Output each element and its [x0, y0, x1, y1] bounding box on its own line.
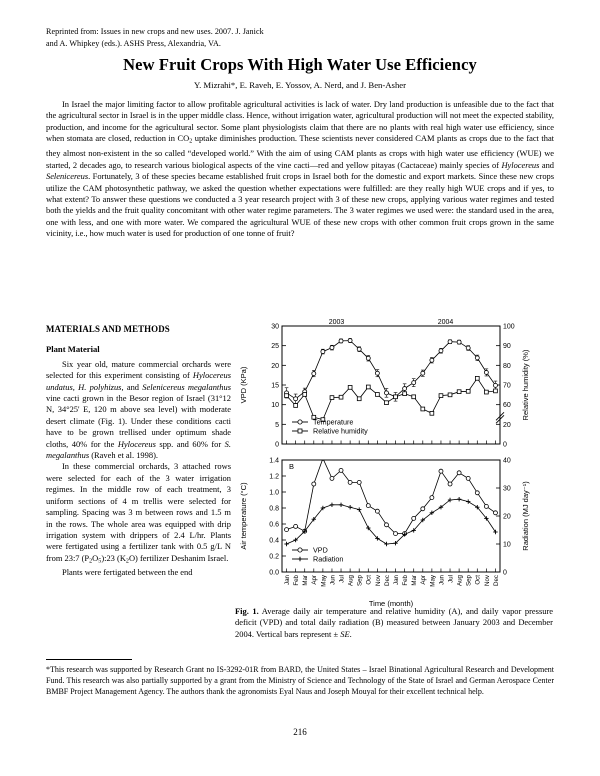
y2-tick-label: 60 — [503, 402, 511, 410]
marker-circle — [403, 387, 407, 391]
footnote-text: *This research was supported by Research Grant no IS-3292-01R from BARD, the United States – Israel Binational Agricultural Research and Development Fund. This research was also partially supported by a grant from the Ministry of Science and Technology of the State of Israel and German Aerospace Center BMBF Project Management Agency. The authors thank the agronomists Eyal Naus and Joseph Mouyal for their excellent technical help. — [46, 665, 554, 697]
legend-label: VPD — [313, 545, 328, 555]
marker-square — [294, 404, 298, 408]
marker-circle — [366, 356, 370, 360]
legend-label: Relative humidity — [313, 426, 368, 436]
marker-circle — [484, 370, 488, 374]
marker-square — [330, 396, 334, 400]
reprint-line-2: and A. Whipkey (eds.). ASHS Press, Alexandria, VA. — [46, 38, 221, 48]
marker-circle — [484, 504, 488, 508]
year-label: 2004 — [437, 319, 454, 326]
y-tick-label: 0.4 — [269, 537, 279, 545]
marker-circle — [493, 511, 497, 515]
marker-square — [475, 376, 479, 380]
figure-1-plot — [232, 318, 554, 608]
marker-square — [430, 411, 434, 415]
series-group — [285, 339, 498, 422]
x-tick-label: Oct — [365, 575, 373, 585]
marker-circle — [421, 507, 425, 511]
x-tick-label: Oct — [474, 575, 482, 585]
pm-text-f: (Raveh et al. 1998). — [89, 450, 159, 461]
marker-circle — [457, 340, 461, 344]
pm2-text-b: O — [92, 552, 99, 563]
marker-square — [357, 397, 361, 401]
figure-1-caption — [235, 606, 553, 640]
abstract-text-a: In Israel the major limiting factor to allow profitable agricultural activities is lack of water. Dry land production is unfeasible due to the fact that the agricultural sector in Israel is in the upper middle class. Hence, without irrigation water, agricultural production will not meet the expected stability, production, and income for the agricultural sector. Some plant physiologists claim that there are no plants with real high water use efficiency, since when stomata are closed, reduction in CO — [46, 99, 554, 144]
series-group — [284, 456, 497, 546]
x-tick-label: Jan — [392, 575, 400, 585]
plant-material-paragraph-1 — [46, 359, 231, 462]
marker-circle — [430, 496, 434, 500]
marker-circle — [430, 358, 434, 362]
marker-circle — [412, 516, 416, 520]
marker-square — [348, 385, 352, 389]
abstract-text-b: uptake diminishes production. These scientists never considered CAM plants as crops due to the fact that they almost non-existent in the so called “developed world.” With the aim of using CAM plants as crops with high water use efficiency (WUE) we started, 2 decades ago, to research various biological aspects of the vine cacti—red and yellow pitayas (Cactaceae) mainly species of — [46, 133, 554, 170]
reprint-line-1: Reprinted from: Issues in new crops and new uses. 2007. J. Janick — [46, 27, 264, 36]
marker-circle — [339, 468, 343, 472]
marker-square — [339, 395, 343, 399]
reprint-notice — [46, 26, 546, 49]
marker-circle — [466, 476, 470, 480]
marker-circle — [384, 391, 388, 395]
x-tick-label: Jan — [283, 575, 291, 585]
series-line-temperature — [287, 341, 496, 399]
y-tick-label: 30 — [271, 323, 279, 331]
x-axis-label: Time (month) — [368, 599, 414, 608]
y-tick-label: 1.0 — [269, 489, 279, 497]
pm2-sub-2: 5 — [98, 558, 102, 565]
y2-tick-label: 10 — [503, 541, 511, 549]
marker-circle — [348, 339, 352, 343]
footnote-block — [46, 664, 554, 697]
y-tick-label: 0 — [275, 441, 279, 449]
y2-tick-label: 20 — [503, 513, 511, 521]
heading-plant-material: Plant Material — [46, 344, 100, 355]
marker-circle — [357, 480, 361, 484]
y2-tick-label: 100 — [503, 323, 515, 331]
marker-circle — [421, 371, 425, 375]
x-tick-label: Sep — [356, 575, 364, 587]
plant-material-paragraph-3: Plants were fertigated between the end — [62, 567, 193, 578]
pm-text-d: vine cacti grown in the Besor region of Israel (31°12 N, 34°25' E, 120 m above sea level) with moderate desert climate (Fig. 1). Under these conditions cacti have to be grown trellised under optimum shade cloths, 40% for the — [46, 393, 231, 449]
series-line-vpd — [287, 458, 496, 533]
marker-circle — [466, 346, 470, 350]
abstract-genus-selenicereus: Selenicereus — [46, 171, 89, 182]
marker-square — [403, 392, 407, 396]
y-axis-label: VPD (KPa) — [239, 366, 248, 404]
y-tick-label: 15 — [271, 382, 279, 390]
y2-tick-label: 0 — [503, 441, 507, 449]
x-tick-label: Jun — [438, 575, 446, 585]
marker-circle — [493, 383, 497, 387]
x-tick-label: Aug — [347, 575, 355, 587]
abstract-subscript-2: 2 — [189, 138, 193, 145]
x-tick-label: Mar — [302, 575, 310, 586]
y-tick-label: 0.0 — [269, 569, 279, 577]
y-tick-label: 0.2 — [269, 553, 279, 561]
marker-square — [448, 393, 452, 397]
y-tick-label: 0.8 — [269, 505, 279, 513]
y2-tick-label: 70 — [503, 382, 511, 390]
marker-square — [285, 394, 289, 398]
y2-tick-label: 0 — [503, 569, 507, 577]
y2-tick-label: 40 — [503, 457, 511, 465]
caption-label: Fig. 1. — [235, 606, 259, 616]
marker-square — [484, 390, 488, 394]
y-tick-label: 5 — [275, 421, 279, 429]
x-tick-label: May — [429, 575, 437, 587]
y-tick-label: 1.2 — [269, 473, 279, 481]
x-tick-label: Apr — [420, 575, 428, 585]
chart-panel-a — [239, 319, 530, 449]
marker-circle — [375, 371, 379, 375]
x-tick-label: Feb — [402, 575, 410, 586]
left-column — [46, 324, 231, 579]
pm2-sub-1: 2 — [89, 558, 93, 565]
x-tick-label: May — [320, 575, 328, 587]
y-tick-label: 10 — [271, 402, 279, 410]
species-h-polyhizus: H. polyhizus — [78, 381, 122, 392]
marker-square — [439, 394, 443, 398]
y-tick-label: 25 — [271, 343, 279, 351]
y-tick-label: 20 — [271, 362, 279, 370]
pm-text-c: , and — [121, 381, 143, 392]
marker-square — [466, 389, 470, 393]
species-s-megalanthus: S. megalanthus — [46, 438, 231, 461]
marker-circle — [294, 397, 298, 401]
chart-panel-b — [239, 456, 530, 608]
marker-circle — [366, 504, 370, 508]
pm2-text-c: ):23 (K — [101, 552, 126, 563]
marker-square — [366, 385, 370, 389]
abstract-text-c: and — [539, 159, 554, 170]
x-tick-label: Sep — [465, 575, 473, 587]
abstract-text-d: . Fortunately, 3 of these species became established fruit crops in Israel both for the domestic and export markets. Since these new crops utilize the CAM photosynthetic pathway, we asked the question whether expectations were fulfilled: are they really high WUE crops and if yes, to what extent? To answer these questions we conducted a 3 year research project with 3 of these new crops, applying various water regimes and tested both the yields and the fruit quality concomitant with other water regime parameters. The 3 water regimes we used were: the standard used in the area, one with less, and one with more water. We compared the agricultural WUE of these new crops with other common fruit crops grown in the same vicinity, i.e., how much water is used for production of one tonne of fruit? — [46, 171, 554, 239]
panel-label: B — [289, 462, 295, 471]
series-line-radiation — [287, 499, 496, 544]
marker-circle — [339, 339, 343, 343]
pm2-text-a: In these commercial orchards, 3 attached rows were selected for each of the 3 water irrigation regimes. In the middle row of each treatment, 3 uniform sections of 4 m trellis were selected for sampling. Spacing was 3 m between rows and 1.5 m in the rows. The whole area was equipped with drip irrigation system with drippers of 2.4 L/hr. Plants were fertigated using a fertilizer tank with 0.5 g/L N from 23:7 (P — [46, 461, 231, 563]
pm-text-b: , — [72, 381, 79, 392]
legend-marker-circle — [298, 548, 302, 552]
figure-1 — [232, 318, 554, 608]
marker-circle — [475, 356, 479, 360]
marker-circle — [312, 482, 316, 486]
marker-square — [412, 395, 416, 399]
marker-square — [494, 389, 498, 393]
plant-material-paragraph-2 — [46, 461, 231, 567]
pm2-text-d: O) fertilizer Deshanim Israel. — [128, 552, 229, 563]
marker-square — [457, 390, 461, 394]
marker-circle — [448, 340, 452, 344]
marker-square — [421, 407, 425, 411]
marker-square — [385, 401, 389, 405]
series-line-relative-humidity — [287, 378, 496, 419]
marker-circle — [384, 523, 388, 527]
marker-circle — [457, 471, 461, 475]
marker-circle — [330, 476, 334, 480]
marker-square — [375, 393, 379, 397]
author-list: Y. Mizrahi*, E. Raveh, E. Yossov, A. Nerd, and J. Ben-Asher — [193, 80, 407, 90]
x-tick-label: Jul — [447, 575, 455, 583]
caption-end: . — [349, 628, 352, 639]
page-number: 216 — [293, 727, 307, 737]
marker-circle — [321, 350, 325, 354]
pm-text-e: spp. and 60% for — [155, 438, 225, 449]
marker-circle — [439, 349, 443, 353]
species-selenicereus-megalanthus: Selenicereus megalanthus — [142, 381, 231, 392]
abstract-genus-hylocereus: Hylocereus — [501, 159, 540, 170]
marker-circle — [448, 482, 452, 486]
y2-tick-label: 20 — [503, 421, 511, 429]
marker-circle — [394, 532, 398, 536]
legend-label: Temperature — [313, 417, 354, 427]
legend-marker-circle — [298, 420, 302, 424]
x-tick-label: Jun — [329, 575, 337, 585]
marker-square — [303, 393, 307, 397]
x-tick-label: Nov — [374, 575, 382, 587]
abstract-paragraph — [46, 99, 554, 240]
heading-materials-and-methods: MATERIALS AND METHODS — [46, 324, 170, 334]
x-tick-label: Feb — [293, 575, 301, 586]
legend-label: Radiation — [313, 554, 344, 564]
marker-circle — [330, 346, 334, 350]
y-tick-label: 0.6 — [269, 521, 279, 529]
x-tick-label: Dec — [492, 575, 500, 587]
pm2-sub-3: 2 — [125, 558, 129, 565]
marker-circle — [357, 347, 361, 351]
legend-marker-square — [298, 429, 302, 433]
marker-circle — [412, 381, 416, 385]
y2-tick-label: 30 — [503, 485, 511, 493]
species-hylocereus-undatus: Hylocereus undatus — [46, 370, 231, 392]
y2-tick-label: 90 — [503, 343, 511, 351]
caption-body: Average daily air temperature and relative humidity (A), and daily vapor pressure deficit (VPD) and total daily radiation (B) measured between January 2003 and December 2004. Vertical bars represent ± — [235, 606, 553, 639]
x-tick-label: Apr — [311, 575, 319, 585]
marker-square — [394, 395, 398, 399]
footnote-divider — [46, 659, 132, 660]
marker-circle — [348, 480, 352, 484]
marker-circle — [294, 524, 298, 528]
genus-hylocereus-2: Hylocereus — [117, 438, 156, 449]
x-tick-label: Nov — [483, 575, 491, 587]
y2-tick-label: 80 — [503, 362, 511, 370]
marker-circle — [439, 469, 443, 473]
marker-circle — [312, 372, 316, 376]
x-tick-label: Aug — [456, 575, 464, 587]
caption-se: SE — [340, 628, 350, 639]
y2-axis-label: Relative humidity (%) — [521, 349, 530, 421]
x-tick-label: Mar — [411, 575, 419, 586]
pm-text-a: Six year old, mature commercial orchards were selected for this experiment consisting of — [46, 358, 231, 381]
marker-circle — [375, 509, 379, 513]
marker-circle — [475, 491, 479, 495]
y-tick-label: 1.4 — [269, 457, 279, 465]
year-label: 2003 — [328, 319, 345, 326]
x-tick-label: Jul — [338, 575, 346, 583]
marker-circle — [285, 528, 289, 532]
x-tick-label: Dec — [383, 575, 391, 587]
page-title: New Fruit Crops With High Water Use Efficiency — [123, 55, 477, 74]
y-axis-label: Air temperature (°C) — [239, 482, 248, 550]
y2-axis-label: Radiation (MJ day⁻¹) — [521, 481, 530, 551]
